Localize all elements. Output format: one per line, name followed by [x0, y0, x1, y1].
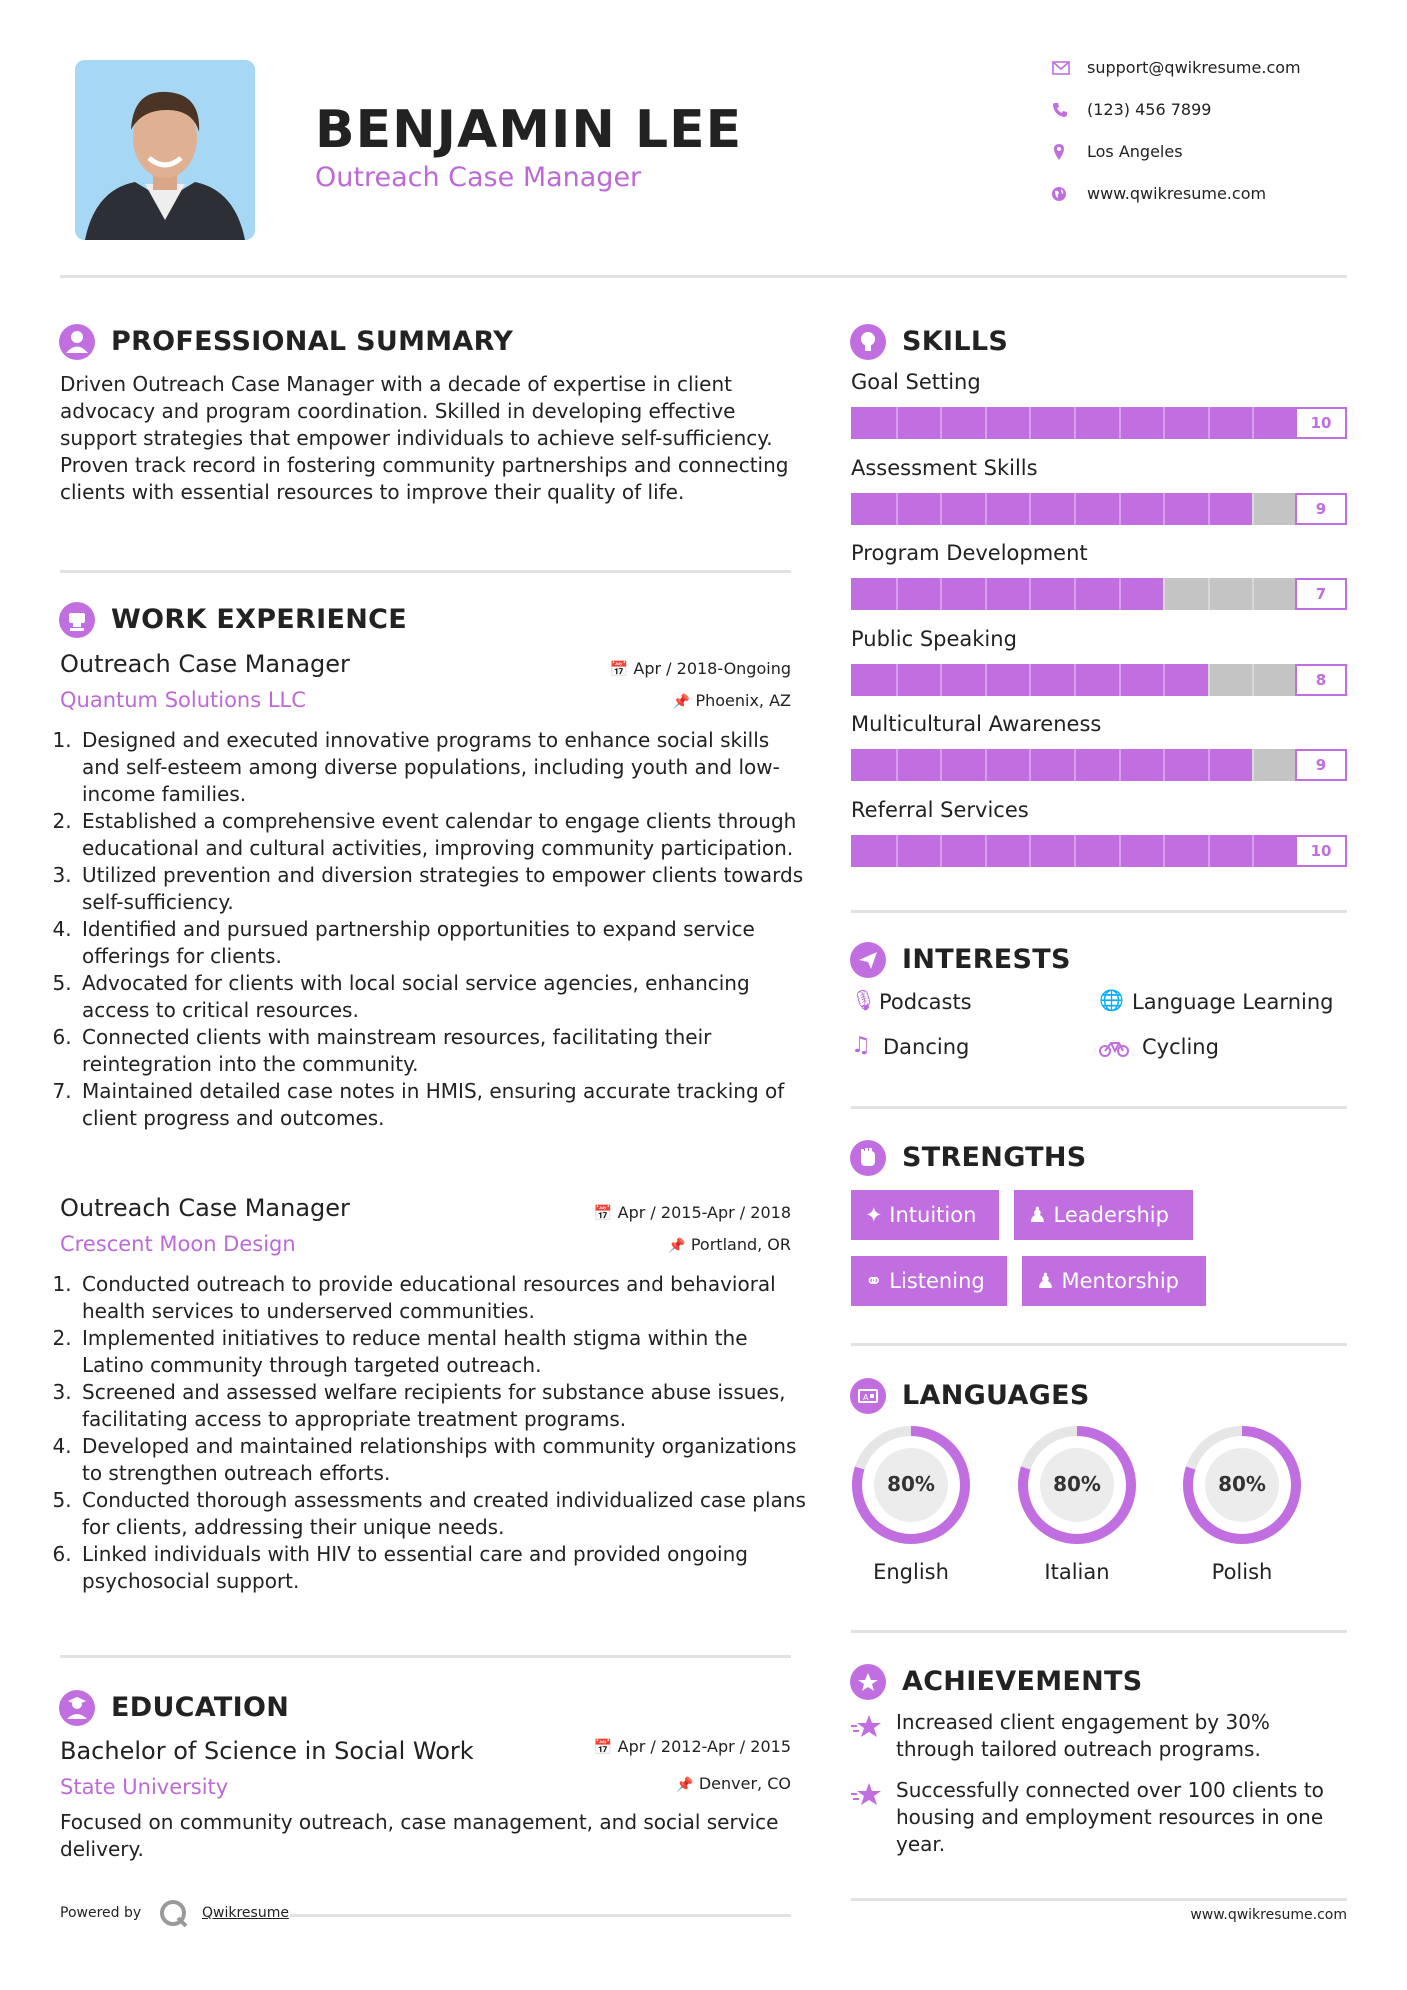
- job-bullets: [60, 727, 813, 1132]
- skill-score: 10: [1295, 835, 1347, 867]
- skill-bar-segment: [1252, 749, 1254, 781]
- skill-bar-segment: [1074, 493, 1076, 525]
- user-plus-icon: ♟: [1036, 1269, 1055, 1293]
- graduation-cap-icon: [59, 1690, 95, 1726]
- skill-bar-segment: [896, 407, 898, 439]
- list-item: 6. Connected clients with mainstream resources, facilitating their reintegration into the community.: [78, 1024, 813, 1078]
- microphone-icon: 🎙: [851, 988, 877, 1012]
- skill-bar: [851, 664, 1347, 696]
- list-item: 2. Implemented initiatives to reduce mental health stigma within the Latino community through targeted outreach.: [78, 1325, 813, 1379]
- skill-score: 8: [1295, 664, 1347, 696]
- skill-bar-segment: [1252, 493, 1254, 525]
- list-item: 5. Advocated for clients with local social service agencies, enhancing access to critical resources.: [78, 970, 813, 1024]
- globe-icon: [1051, 186, 1067, 202]
- interest-label: Dancing: [883, 1035, 970, 1059]
- skill-bar-segment: [1163, 493, 1165, 525]
- footer-divider-left: [290, 1914, 791, 1917]
- headphones-icon: ⚭: [865, 1269, 883, 1293]
- skill-bar-segment: [1208, 578, 1210, 610]
- summary-heading: PROFESSIONAL SUMMARY: [111, 326, 514, 357]
- job-location: 📌 Phoenix, AZ: [672, 691, 791, 710]
- music-note-icon: ♫: [851, 1033, 871, 1058]
- candidate-title: Outreach Case Manager: [315, 162, 642, 193]
- achievement-text: Increased client engagement by 30% through tailored outreach programs.: [896, 1710, 1270, 1761]
- skill-bar-segment: [1074, 407, 1076, 439]
- skill-bar-segment: [1119, 664, 1121, 696]
- star-icon: [851, 1781, 883, 1809]
- language-name: Italian: [1044, 1560, 1110, 1584]
- qwikresume-link[interactable]: Qwikresume: [202, 1905, 289, 1921]
- skill-bar-segment: [940, 664, 942, 696]
- achievement-text: Successfully connected over 100 clients to housing and employment resources in one year.: [896, 1778, 1324, 1856]
- language-percent: 80%: [1053, 1472, 1101, 1496]
- job-dates: 📅 Apr / 2015-Apr / 2018: [593, 1203, 791, 1222]
- skill-label: Referral Services: [851, 797, 1029, 822]
- skill-bar-segment: [1163, 835, 1165, 867]
- skill-bar-segment: [985, 493, 987, 525]
- pin-icon: 📌: [676, 1777, 694, 1793]
- education-dates: 📅 Apr / 2012-Apr / 2015: [593, 1737, 791, 1756]
- skill-label: Assessment Skills: [851, 455, 1038, 480]
- skill-label: Goal Setting: [851, 370, 981, 394]
- summary-divider: [60, 570, 791, 573]
- work-divider: [60, 1655, 791, 1658]
- language-percent: 80%: [1218, 1472, 1266, 1496]
- calendar-icon: 📅: [593, 1204, 613, 1222]
- list-item: 2. Established a comprehensive event calendar to engage clients through educational and cultural activities, improving community participation.: [78, 808, 813, 862]
- skill-bar-segment: [1029, 578, 1031, 610]
- strength-tag: ⚭ Listening: [851, 1256, 1007, 1306]
- lightbulb-icon: [850, 324, 886, 360]
- calendar-icon: 📅: [593, 1738, 613, 1756]
- svg-text:A: A: [863, 1393, 869, 1402]
- paper-plane-icon: [850, 942, 886, 978]
- map-pin-icon: [1053, 143, 1065, 161]
- job-dates: 📅 Apr / 2018-Ongoing: [609, 659, 791, 678]
- skills-divider: [851, 910, 1347, 913]
- star-icon: [851, 1713, 883, 1741]
- skill-bar-segment: [1029, 835, 1031, 867]
- skill-bar: [851, 749, 1347, 781]
- skill-label: Program Development: [851, 541, 1088, 565]
- skill-bar-segment: [1252, 664, 1254, 696]
- skill-bar-segment: [1208, 664, 1210, 696]
- skills-heading: SKILLS: [902, 326, 1009, 357]
- profile-photo: [75, 60, 255, 240]
- skill-bar-segment: [1029, 749, 1031, 781]
- languages-heading: LANGUAGES: [902, 1380, 1090, 1411]
- skill-bar: [851, 407, 1347, 439]
- strength-tag: ♟ Leadership: [1014, 1190, 1193, 1240]
- job-location: 📌 Portland, OR: [668, 1235, 791, 1254]
- skill-bar-segment: [985, 664, 987, 696]
- interests-divider: [851, 1106, 1347, 1109]
- interest-label: Cycling: [1142, 1035, 1219, 1059]
- skill-score: 9: [1295, 493, 1347, 525]
- work-heading: WORK EXPERIENCE: [111, 604, 407, 635]
- star-badge-icon: [850, 1664, 886, 1700]
- skill-label: Multicultural Awareness: [851, 712, 1102, 736]
- user-icon: [59, 324, 95, 360]
- degree-title: Bachelor of Science in Social Work: [60, 1737, 474, 1765]
- skill-bar-segment: [1074, 664, 1076, 696]
- skill-bar-segment: [985, 749, 987, 781]
- list-item: 1. Conducted outreach to provide educational resources and behavioral health services to underserved communities.: [78, 1271, 813, 1325]
- interest-label: Language Learning: [1132, 990, 1334, 1014]
- interests-heading: INTERESTS: [902, 944, 1071, 975]
- footer-divider-right: [851, 1898, 1347, 1901]
- fist-icon: [850, 1140, 886, 1176]
- qwikresume-logo-icon: [158, 1898, 190, 1930]
- calendar-icon: 📅: [609, 660, 629, 678]
- skill-bar: [851, 493, 1347, 525]
- candidate-name: BENJAMIN LEE: [315, 100, 743, 160]
- skill-bar-segment: [896, 578, 898, 610]
- skill-bar-segment: [1119, 578, 1121, 610]
- skill-bar: [851, 835, 1347, 867]
- skill-bar-segment: [896, 749, 898, 781]
- list-item: 4. Identified and pursued partnership opportunities to expand service offerings for clients.: [78, 916, 813, 970]
- skill-bar-segment: [1029, 664, 1031, 696]
- skill-bar-segment: [1252, 835, 1254, 867]
- location-text: Los Angeles: [1087, 142, 1183, 161]
- language-percent: 80%: [887, 1472, 935, 1496]
- skill-bar-segment: [1119, 407, 1121, 439]
- email-link[interactable]: support@qwikresume.com: [1087, 58, 1301, 77]
- skill-bar-fill: [851, 749, 1252, 781]
- header-divider: [60, 275, 1347, 278]
- list-item: 4. Developed and maintained relationships with community organizations to strengthen outreach efforts.: [78, 1433, 813, 1487]
- skill-bar-segment: [1252, 578, 1254, 610]
- job-title: Outreach Case Manager: [60, 650, 350, 678]
- skill-score: 9: [1295, 749, 1347, 781]
- language-name: Polish: [1211, 1560, 1273, 1584]
- website-link[interactable]: www.qwikresume.com: [1087, 184, 1267, 203]
- skill-bar-segment: [1119, 835, 1121, 867]
- users-icon: ♟: [1028, 1203, 1047, 1227]
- skill-label: Public Speaking: [851, 626, 1017, 651]
- skill-bar-segment: [1029, 407, 1031, 439]
- list-item: 5. Conducted thorough assessments and created individualized case plans for clients, addressing their unique needs.: [78, 1487, 813, 1541]
- job-title: Outreach Case Manager: [60, 1194, 350, 1222]
- skill-bar-segment: [1074, 749, 1076, 781]
- education-text: Focused on community outreach, case management, and social service delivery.: [60, 1810, 779, 1861]
- briefcase-icon: [59, 602, 95, 638]
- list-item: 3. Screened and assessed welfare recipients for substance abuse issues, facilitating access to appropriate treatment programs.: [78, 1379, 813, 1433]
- skill-bar-segment: [1252, 407, 1254, 439]
- strengths-heading: STRENGTHS: [902, 1142, 1087, 1173]
- education-location: 📌 Denver, CO: [676, 1774, 791, 1793]
- skill-bar-segment: [1119, 749, 1121, 781]
- job-bullets: [60, 1271, 813, 1595]
- list-item: 7. Maintained detailed case notes in HMIS, ensuring accurate tracking of client progress and outcomes.: [78, 1078, 813, 1132]
- skill-bar-segment: [1163, 749, 1165, 781]
- skill-bar-segment: [940, 578, 942, 610]
- skill-bar-segment: [1074, 835, 1076, 867]
- skill-score: 7: [1295, 578, 1347, 610]
- powered-by-text: Powered by: [60, 1905, 142, 1921]
- bicycle-icon: [1098, 1038, 1130, 1058]
- magic-wand-icon: ✦: [865, 1203, 883, 1227]
- skill-bar-segment: [1119, 493, 1121, 525]
- languages-divider: [851, 1630, 1347, 1633]
- skill-bar-segment: [896, 664, 898, 696]
- person-portrait-icon: [75, 60, 255, 240]
- interest-label: Podcasts: [879, 990, 972, 1014]
- skill-bar-segment: [940, 407, 942, 439]
- skill-bar-segment: [896, 835, 898, 867]
- skill-bar-segment: [985, 835, 987, 867]
- list-item: 6. Linked individuals with HIV to essential care and provided ongoing psychosocial support.: [78, 1541, 813, 1595]
- skill-bar-segment: [940, 835, 942, 867]
- school-name: State University: [60, 1775, 229, 1799]
- skill-bar-segment: [1029, 493, 1031, 525]
- achievements-heading: ACHIEVEMENTS: [902, 1666, 1143, 1697]
- skill-bar-segment: [1163, 664, 1165, 696]
- envelope-icon: [1052, 61, 1070, 75]
- job-company: Quantum Solutions LLC: [60, 688, 306, 712]
- phone-number: (123) 456 7899: [1087, 100, 1212, 119]
- skill-bar-segment: [985, 407, 987, 439]
- strength-tag: ✦ Intuition: [851, 1190, 999, 1240]
- skill-bar-segment: [896, 493, 898, 525]
- skill-bar-segment: [1163, 578, 1165, 610]
- strengths-divider: [851, 1343, 1347, 1346]
- strength-tag: ♟ Mentorship: [1022, 1256, 1206, 1306]
- skill-bar-segment: [940, 493, 942, 525]
- skill-bar: [851, 578, 1347, 610]
- skill-bar-segment: [1208, 493, 1210, 525]
- job-company: Crescent Moon Design: [60, 1232, 296, 1256]
- skill-bar-segment: [1208, 749, 1210, 781]
- skill-bar-fill: [851, 493, 1252, 525]
- language-name: English: [873, 1560, 949, 1584]
- pin-icon: 📌: [668, 1238, 686, 1254]
- skill-bar-segment: [1163, 407, 1165, 439]
- globe-icon: 🌐: [1099, 988, 1124, 1012]
- footer-website-link[interactable]: www.qwikresume.com: [1190, 1907, 1347, 1923]
- list-item: 3. Utilized prevention and diversion strategies to empower clients towards self-sufficiency.: [78, 862, 813, 916]
- education-heading: EDUCATION: [111, 1692, 290, 1723]
- language-icon: [850, 1378, 886, 1414]
- skill-bar-fill: [851, 578, 1163, 610]
- skill-bar-segment: [985, 578, 987, 610]
- pin-icon: 📌: [672, 694, 691, 710]
- summary-text: Driven Outreach Case Manager with a decade of expertise in client advocacy and program coordination. Skilled in developing effective support strategies that empower individuals to achieve self-sufficiency. Proven track record in fostering community partnerships and connecting clients with essential resources to improve their quality of life.: [60, 372, 789, 504]
- list-item: 1. Designed and executed innovative programs to enhance social skills and self-esteem among diverse populations, including youth and low-income families.: [78, 727, 813, 808]
- skill-bar-segment: [1208, 407, 1210, 439]
- skill-score: 10: [1295, 407, 1347, 439]
- phone-icon: [1052, 102, 1068, 118]
- skill-bar-segment: [1208, 835, 1210, 867]
- skill-bar-segment: [940, 749, 942, 781]
- skill-bar-segment: [1074, 578, 1076, 610]
